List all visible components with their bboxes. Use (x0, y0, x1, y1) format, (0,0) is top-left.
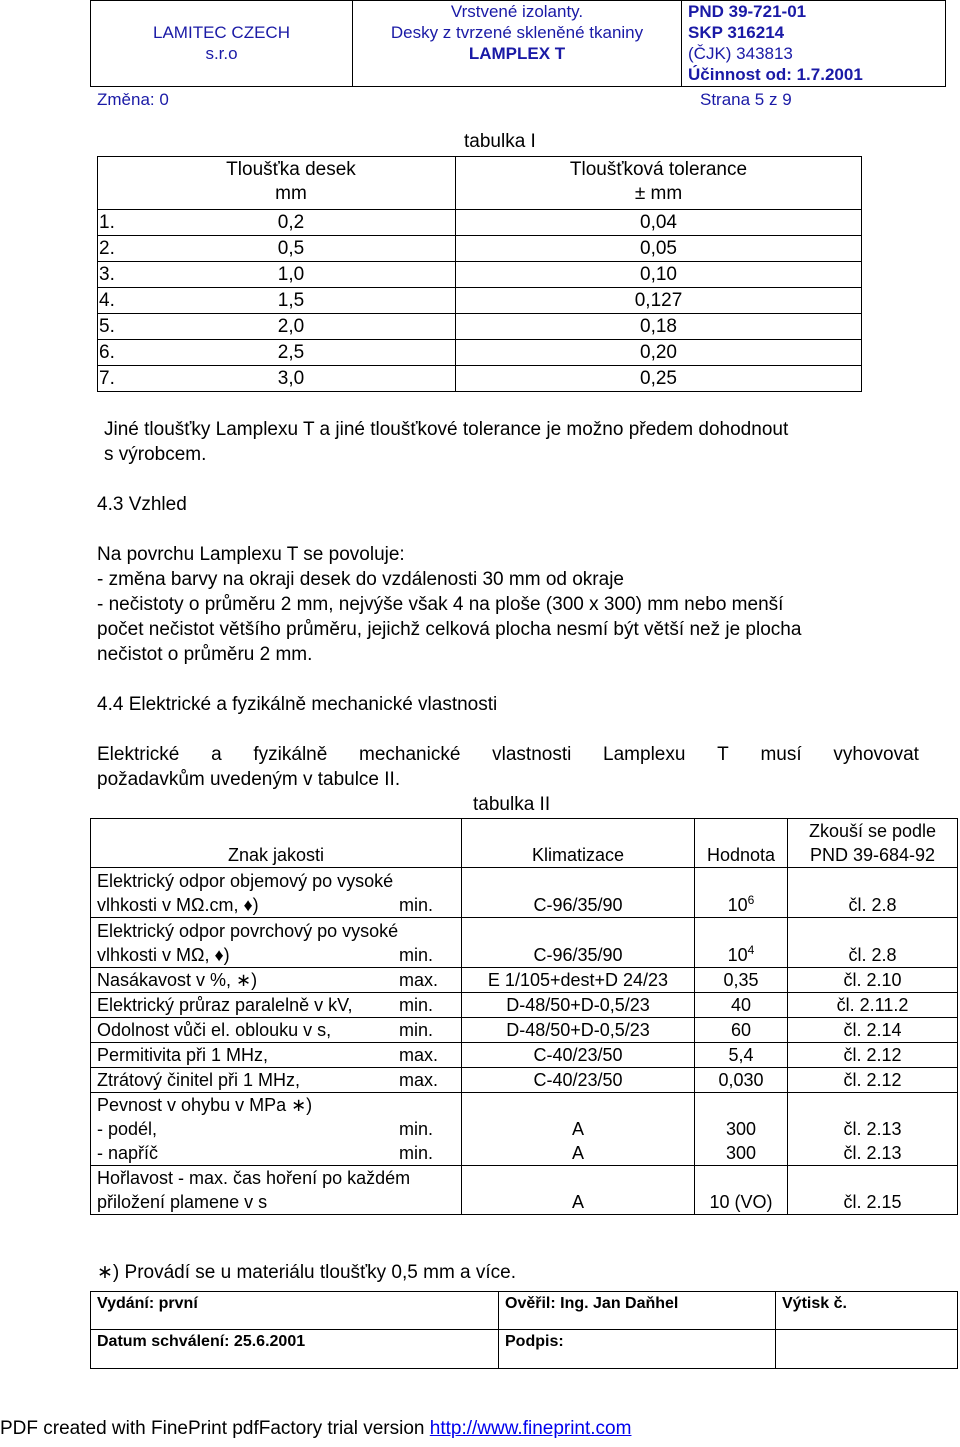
approval-date-cell: Datum schválení: 25.6.2001 (91, 1330, 499, 1369)
table-row: Odolnost vůči el. oblouku v s, min. D-48/50+D-0,5/23 60 čl. 2.14 (91, 1018, 958, 1043)
table-row: Nasákavost v %, ∗) max. E 1/105+dest+D 24/23 0,35 čl. 2.10 (91, 968, 958, 993)
company-name: LAMITEC CZECH (153, 23, 290, 42)
section-4-3-line3: počet nečistot většího průměru, jejichž celková plocha nesmí být větší než je plocha (97, 619, 802, 640)
conditioning-header: Klimatizace (462, 819, 695, 868)
properties-table (90, 818, 958, 1215)
section-4-3-intro: Na povrchu Lamplexu T se povoluje: (97, 544, 405, 565)
table-row: 3. 1,0 0,10 (98, 262, 862, 288)
table-header-row (91, 819, 958, 868)
title-cell (353, 1, 682, 87)
thickness-table (97, 156, 862, 392)
company-cell (91, 1, 353, 87)
doc-title-line1: Vrstvené izolanty. (450, 2, 584, 21)
table2-caption: tabulka II (473, 794, 551, 815)
tolerance-note-line1: Jiné tloušťky Lamplexu T a jiné tloušťkové tolerance je možno předem dohodnout (104, 419, 789, 440)
section-4-3-line4: nečistot o průměru 2 mm. (97, 644, 313, 665)
effective-date: Účinnost od: 1.7.2001 (688, 65, 863, 84)
section-4-3-line1: - změna barvy na okraji desek do vzdálenosti 30 mm od okraje (97, 569, 624, 590)
section-4-4-heading: 4.4 Elektrické a fyzikálně mechanické vlastnosti (97, 694, 498, 715)
page-number: Strana 5 z 9 (700, 90, 792, 109)
thickness-header: Tloušťka desek mm (127, 157, 456, 210)
table-row: 1. 0,2 0,04 (98, 210, 862, 236)
tolerance-note-line2: s výrobcem. (104, 444, 207, 465)
table-row: Elektrický odpor objemový po vysoké vlhkosti v MΩ.cm, ♦) min. C-96/35/90 $10^6$ čl. 2.8 (91, 868, 958, 918)
table-row: 5. 2,0 0,18 (98, 314, 862, 340)
table-row: 4. 1,5 0,127 (98, 288, 862, 314)
skp-code: SKP 316214 (688, 23, 785, 42)
signature-cell: Podpis: (499, 1330, 776, 1369)
table-row: Ztrátový činitel při 1 MHz, max. C-40/23/50 0,030 čl. 2.12 (91, 1068, 958, 1093)
cjk-code: (ČJK) 343813 (688, 44, 793, 63)
section-4-4-paragraph-line2: požadavkům uvedeným v tabulce II. (97, 769, 401, 790)
pnd-code: PND 39-721-01 (688, 2, 807, 21)
document-header (90, 0, 946, 87)
change-label: Změna: 0 (97, 90, 169, 109)
table-row: 6. 2,5 0,20 (98, 340, 862, 366)
copy-number-cell: Výtisk č. (776, 1292, 958, 1330)
issue-cell: Vydání: první (91, 1292, 499, 1330)
table-row: Pevnost v ohybu v MPa ∗) - podél, min. - napříč min. A A 300 300 čl. 2.13 čl. 2.13 (91, 1093, 958, 1166)
footnote: ∗) Provádí se u materiálu tloušťky 0,5 mm a více. (97, 1262, 517, 1283)
table-row: Elektrický průraz paralelně v kV, min. D-48/50+D-0,5/23 40 čl. 2.11.2 (91, 993, 958, 1018)
table-header-row (98, 157, 862, 210)
table1-caption: tabulka I (464, 131, 536, 152)
table-row: 2. 0,5 0,05 (98, 236, 862, 262)
verified-cell: Ověřil: Ing. Jan Daňhel (499, 1292, 776, 1330)
approval-footer (90, 1291, 958, 1369)
test-method-header: Zkouší se podle PND 39-684-92 (788, 819, 958, 868)
pdf-trial-notice: PDF created with FinePrint pdfFactory trial version http://www.fineprint.com (0, 1418, 632, 1439)
codes-cell (682, 1, 946, 87)
table-row: Hořlavost - max. čas hoření po každém přiložení plamene v s A 10 (VO) čl. 2.15 (91, 1166, 958, 1215)
table-row: 7. 3,0 0,25 (98, 366, 862, 392)
quality-header: Znak jakosti (91, 819, 462, 868)
table-row: Permitivita při 1 MHz, max. C-40/23/50 5,4 čl. 2.12 (91, 1043, 958, 1068)
fineprint-link[interactable]: http://www.fineprint.com (429, 1418, 632, 1439)
value-header: Hodnota (695, 819, 788, 868)
company-suffix: s.r.o (205, 44, 238, 63)
section-4-4-paragraph-line1: Elektrické a fyzikálně mechanické vlastnosti Lamplexu T musí vyhovovat (97, 744, 919, 765)
table-row: Elektrický odpor povrchový po vysoké vlhkosti v MΩ, ♦) min. C-96/35/90 $10^4$ čl. 2.8 (91, 918, 958, 968)
section-4-3-line2: - nečistoty o průměru 2 mm, nejvýše však 4 na ploše (300 x 300) mm nebo menší (97, 594, 784, 615)
doc-title-line3: LAMPLEX T (468, 44, 566, 63)
doc-title-line2: Desky z tvrzené skleněné tkaniny (390, 23, 644, 42)
tolerance-header: Tloušťková tolerance ± mm (456, 157, 862, 210)
section-4-3-heading: 4.3 Vzhled (97, 494, 187, 515)
